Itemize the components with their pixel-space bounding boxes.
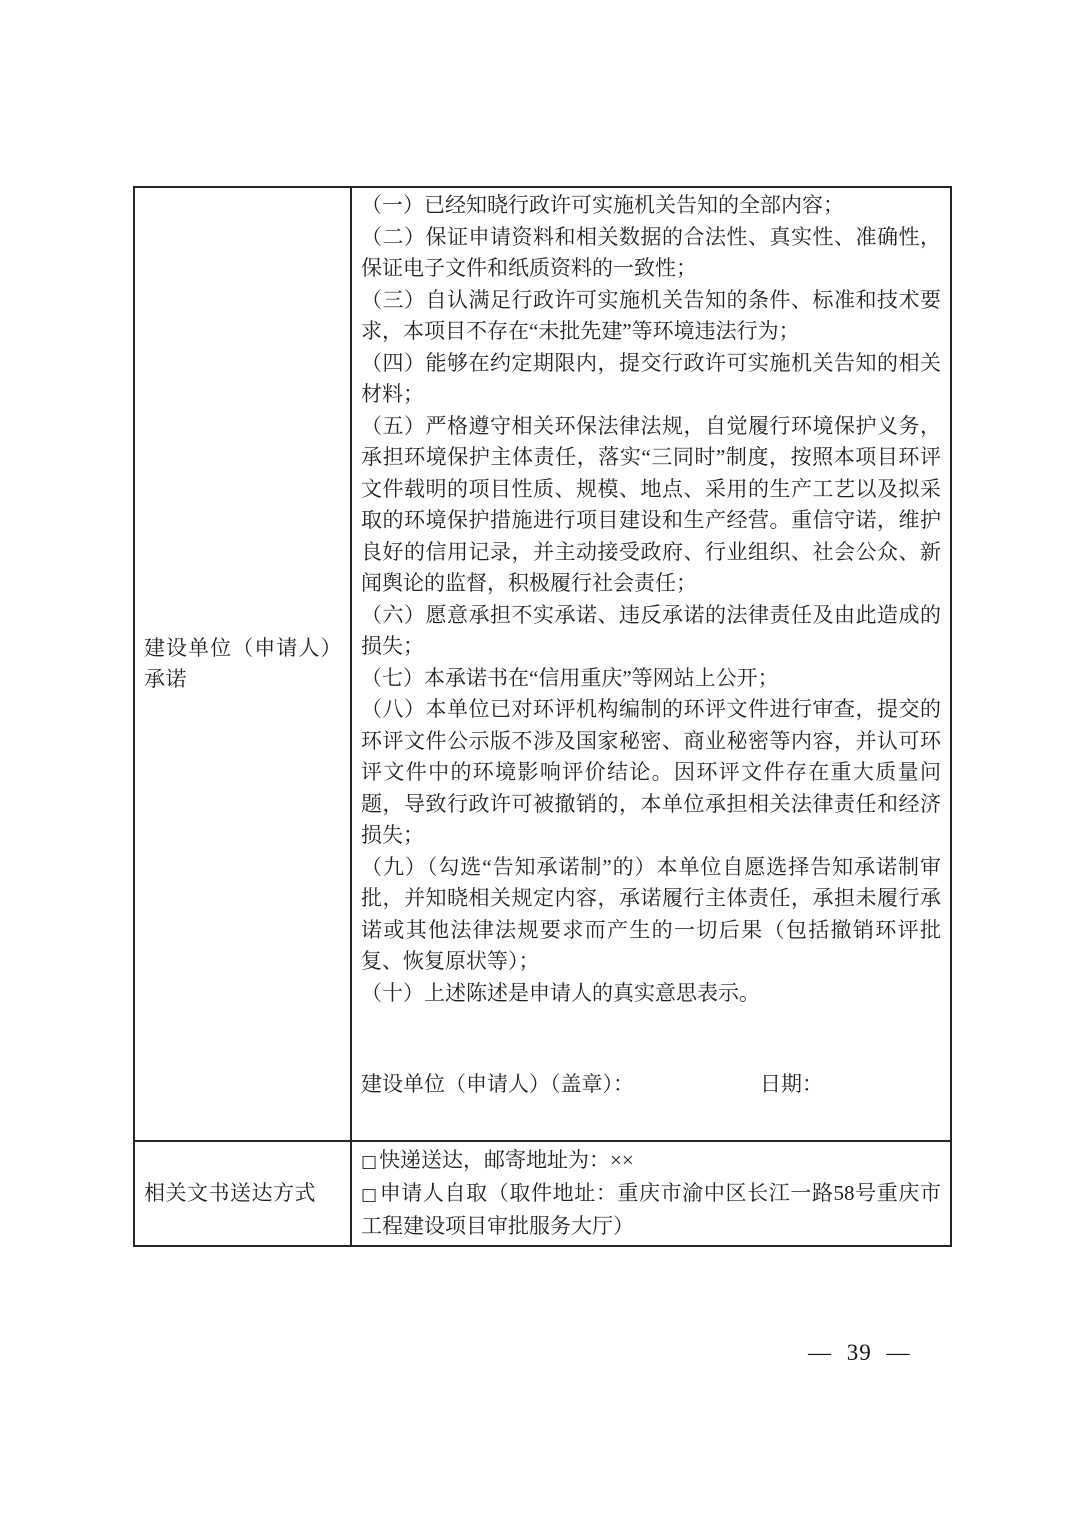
date-label: 日期： xyxy=(760,1071,823,1096)
delivery-content-cell xyxy=(352,1142,950,1245)
delivery-option-express-text: 快递送达，邮寄地址为：×× xyxy=(379,1148,634,1172)
commitment-content-cell xyxy=(352,188,950,1140)
signature-line xyxy=(361,1069,941,1101)
delivery-option-express xyxy=(361,1145,941,1178)
commitment-item-9: （九）（勾选“告知承诺制”的）本单位自愿选择告知承诺制审批，并知晓相关规定内容，承诺履行主体责任，承担未履行承诺或其他法律法规要求而产生的一切后果（包括撤销环评批复、恢复原状等）； xyxy=(361,854,941,973)
table-row-delivery xyxy=(135,1142,950,1245)
commitment-item-7: （七）本承诺书在“信用重庆”等网站上公开； xyxy=(361,665,779,690)
commitment-table xyxy=(133,186,952,1247)
delivery-option-pickup xyxy=(361,1178,941,1242)
delivery-label: 相关文书送达方式 xyxy=(144,1180,316,1205)
commitment-item-5: （五）严格遵守相关环保法律法规，自觉履行环境保护义务，承担环境保护主体责任，落实“三同时”制度，按照本项目环评文件载明的项目性质、规模、地点、采用的生产工艺以及拟采取的环境保护措施进行项目建设和生产经营。重信守诺，维护良好的信用记录，并主动接受政府、行业组织、社会公众、新闻舆论的监督，积极履行社会责任； xyxy=(361,413,941,595)
commitment-item-10: （十）上述陈述是申请人的真实意思表示。 xyxy=(361,980,760,1005)
page-number: — 39 — xyxy=(808,1340,911,1365)
commitment-label-cell xyxy=(135,188,352,1140)
delivery-label-cell xyxy=(135,1142,352,1245)
checkbox-icon: □ xyxy=(361,1185,378,1205)
commitment-item-3: （三）自认满足行政许可实施机关告知的条件、标准和技术要求，本项目不存在“未批先建”等环境违法行为； xyxy=(361,287,941,343)
commitment-item-2: （二）保证申请资料和相关数据的合法性、真实性、准确性，保证电子文件和纸质资料的一致性； xyxy=(361,224,941,280)
checkbox-icon: □ xyxy=(361,1152,378,1172)
delivery-option-pickup-text: 申请人自取（取件地址：重庆市渝中区长江一路58号重庆市工程建设项目审批服务大厅） xyxy=(361,1181,942,1238)
seal-label: 建设单位（申请人）（盖章）： xyxy=(361,1071,634,1096)
commitment-item-1: （一）已经知晓行政许可实施机关告知的全部内容； xyxy=(361,193,844,217)
table-row-commitment xyxy=(135,188,950,1142)
commitment-item-4: （四）能够在约定期限内，提交行政许可实施机关告知的相关材料； xyxy=(361,350,941,406)
commitment-item-8: （八）本单位已对环评机构编制的环评文件进行审查，提交的环评文件公示版不涉及国家秘密、商业秘密等内容，并认可环评文件中的环境影响评价结论。因环评文件存在重大质量问题，导致行政许可被撤销的，本单位承担相关法律责任和经济损失； xyxy=(361,697,941,847)
commitment-label: 建设单位（申请人）承诺 xyxy=(144,635,342,691)
commitment-item-6: （六）愿意承担不实承诺、违反承诺的法律责任及由此造成的损失； xyxy=(361,602,941,658)
